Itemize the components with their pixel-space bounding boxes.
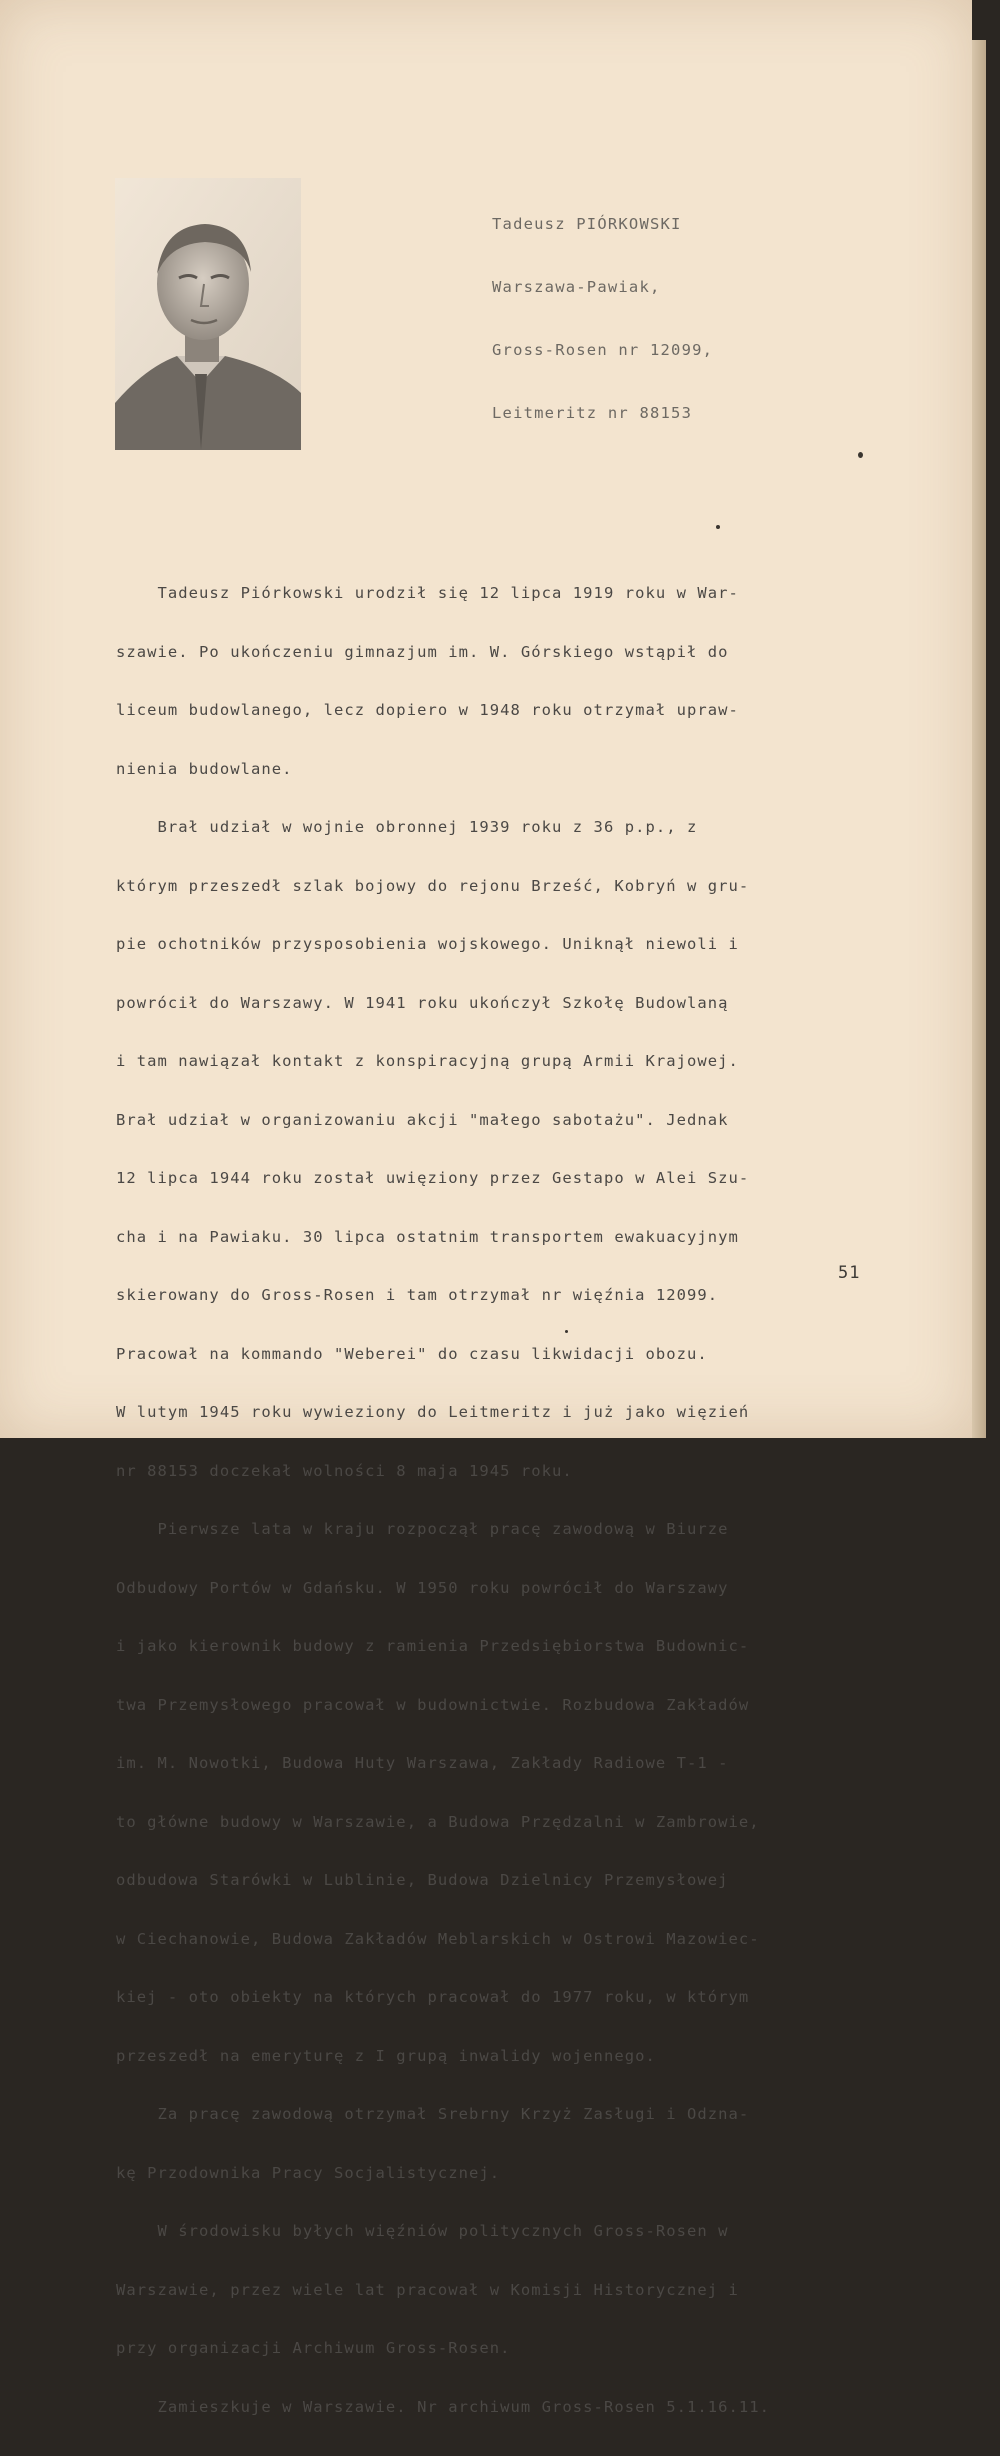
text-line: nr 88153 doczekał wolności 8 maja 1945 roku. <box>116 1461 573 1480</box>
text-line: którym przeszedł szlak bojowy do rejonu Brześć, Kobryń w gru- <box>116 876 750 895</box>
text-line: w Ciechanowie, Budowa Zakładów Meblarskich w Ostrowi Mazowiec- <box>116 1929 760 1948</box>
ink-speck <box>858 452 863 458</box>
text-line: skierowany do Gross-Rosen i tam otrzymał nr więźnia 12099. <box>116 1286 719 1304</box>
text-line: Odbudowy Portów w Gdańsku. W 1950 roku powrócił do Warszawy <box>116 1578 729 1597</box>
text-line: powrócił do Warszawy. W 1941 roku ukończył Szkołę Budowlaną <box>116 993 729 1012</box>
ink-speck <box>565 1330 568 1333</box>
text-line: Brał udział w wojnie obronnej 1939 roku z 36 p.p., z <box>116 818 698 836</box>
text-line: Zamieszkuje w Warszawie. Nr archiwum Gross-Rosen 5.1.16.11. <box>116 2397 771 2416</box>
text-line: Brał udział w organizowaniu akcji "małego sabotażu". Jednak <box>116 1110 729 1129</box>
page-number: 51 <box>838 1263 861 1283</box>
text-line: przeszedł na emeryturę z I grupą inwalidy wojennego. <box>116 2046 656 2065</box>
text-line: Pierwsze lata w kraju rozpoczął pracę zawodową w Biurze <box>116 1520 729 1538</box>
text-line: Warszawie, przez wiele lat pracował w Komisji Historycznej i <box>116 2280 739 2299</box>
header-camp-number: Gross-Rosen nr 12099, <box>492 341 714 359</box>
portrait-illustration <box>115 178 301 450</box>
text-line: Pracował na kommando "Weberei" do czasu likwidacji obozu. <box>116 1344 708 1363</box>
text-line: W środowisku byłych więźniów politycznych Gross-Rosen w <box>116 2222 729 2240</box>
text-line: W lutym 1945 roku wywieziony do Leitmeritz i już jako więzień <box>116 1403 750 1421</box>
text-line: przy organizacji Archiwum Gross-Rosen. <box>116 2339 511 2357</box>
text-line: 12 lipca 1944 roku został uwięziony przez Gestapo w Alei Szu- <box>116 1169 750 1187</box>
biography-text <box>116 545 896 2456</box>
text-line: i tam nawiązał kontakt z konspiracyjną grupą Armii Krajowej. <box>116 1052 739 1070</box>
text-line: im. M. Nowotki, Budowa Huty Warszawa, Zakłady Radiowe T-1 - <box>116 1754 729 1772</box>
text-line: kę Przodownika Pracy Socjalistycznej. <box>116 2163 501 2182</box>
text-line: cha i na Pawiaku. 30 lipca ostatnim transportem ewakuacyjnym <box>116 1227 739 1246</box>
text-line: liceum budowlanego, lecz dopiero w 1948 roku otrzymał upraw- <box>116 701 739 719</box>
header-camp-number-2: Leitmeritz nr 88153 <box>492 404 693 422</box>
text-line: kiej - oto obiekty na których pracował do 1977 roku, w którym <box>116 1988 750 2006</box>
text-line: twa Przemysłowego pracował w budownictwie. Rozbudowa Zakładów <box>116 1695 750 1714</box>
text-line: nienia budowlane. <box>116 759 293 778</box>
portrait-photo <box>115 178 301 450</box>
text-line: i jako kierownik budowy z ramienia Przedsiębiorstwa Budownic- <box>116 1637 750 1655</box>
ink-speck <box>716 525 720 529</box>
header-prison: Warszawa-Pawiak, <box>492 278 661 296</box>
text-line: szawie. Po ukończeniu gimnazjum im. W. Górskiego wstąpił do <box>116 642 729 661</box>
text-line: pie ochotników przysposobienia wojskowego. Uniknął niewoli i <box>116 935 739 953</box>
header-name: Tadeusz PIÓRKOWSKI <box>492 215 682 233</box>
page-edge <box>972 40 986 1438</box>
text-line: to główne budowy w Warszawie, a Budowa Przędzalni w Zambrowie, <box>116 1812 760 1831</box>
text-line: odbudowa Starówki w Lublinie, Budowa Dzielnicy Przemysłowej <box>116 1871 729 1889</box>
text-line: Tadeusz Piórkowski urodził się 12 lipca 1919 roku w War- <box>116 584 739 602</box>
prisoner-header <box>492 172 713 466</box>
text-line: Za pracę zawodową otrzymał Srebrny Krzyż Zasługi i Odzna- <box>116 2105 750 2123</box>
